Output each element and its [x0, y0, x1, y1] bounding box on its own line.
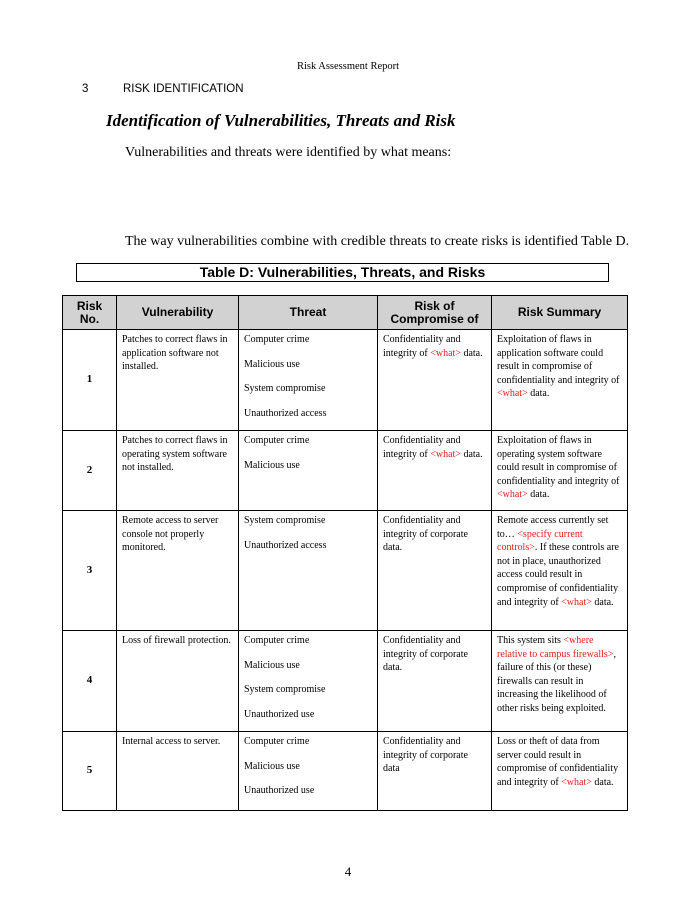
placeholder-what: <what> [497, 489, 528, 501]
vulnerability-cell: Patches to correct flaws in operating system software not installed. [117, 431, 239, 511]
section-number: 3 [82, 83, 89, 95]
placeholder-what: <what> [561, 596, 592, 608]
table-row [63, 631, 628, 732]
risk-number: 1 [63, 330, 117, 431]
table-header-row [63, 296, 628, 330]
vulnerability-cell: Patches to correct flaws in application software not installed. [117, 330, 239, 431]
placeholder-firewall-location: <where relative to campus firewalls> [497, 635, 614, 660]
compromise-text-end: data. [460, 347, 483, 359]
threat-cell [239, 330, 378, 431]
threat-item: Unauthorized access [244, 407, 327, 419]
summary-text: Loss or theft of data from server could result in compromise of confidentiality and integrity of [497, 736, 619, 788]
threat-cell [239, 431, 378, 511]
placeholder-what: <what> [430, 448, 461, 460]
summary-cell [492, 431, 628, 511]
placeholder-what: <what> [561, 776, 592, 788]
threat-item: System compromise [244, 383, 326, 395]
running-header: Risk Assessment Report [296, 61, 400, 72]
compromise-cell [378, 330, 492, 431]
paragraph-combine: The way vulnerabilities combine with credible threats to create risks is identified Table D. [125, 234, 630, 249]
table-caption: Table D: Vulnerabilities, Threats, and Risks [76, 263, 609, 282]
header-compromise-line1: Risk of [414, 298, 455, 313]
threat-item: Unauthorized use [244, 785, 315, 797]
threat-item: Malicious use [244, 459, 300, 471]
risk-number: 4 [63, 631, 117, 732]
summary-text-middle: . If these controls are not in place, unauthorized access could result in compromise of confidentiality and integrity of [497, 542, 619, 608]
risk-table [62, 295, 628, 811]
threat-item: System compromise [244, 515, 326, 526]
summary-text-end: , failure of this (or these) firewalls can result in increasing the likelihood of other risks being exploited. [497, 648, 616, 714]
risk-number: 3 [63, 511, 117, 631]
paragraph-means: Vulnerabilities and threats were identified by what means: [125, 145, 452, 160]
header-compromise [378, 296, 492, 330]
header-risk-no-line2: No. [79, 311, 100, 326]
table-row [63, 511, 628, 631]
page-number: 4 [344, 864, 352, 879]
threat-item: Computer crime [244, 435, 310, 446]
summary-text-end: data. [591, 596, 614, 608]
compromise-cell: Confidentiality and integrity of corporate data. [378, 631, 492, 732]
placeholder-what: <what> [497, 388, 528, 400]
header-risk-no-line1: Risk [76, 298, 103, 313]
threat-item: Unauthorized access [244, 539, 327, 551]
risk-number: 5 [63, 732, 117, 811]
header-risk-summary: Risk Summary [492, 296, 628, 330]
threat-item: System compromise [244, 684, 326, 696]
vulnerability-cell: Loss of firewall protection. [117, 631, 239, 732]
summary-text: Exploitation of flaws in operating system software could result in compromise of confidentiality and integrity of [497, 435, 620, 487]
compromise-text: Confidentiality and integrity of [383, 435, 461, 460]
summary-cell [492, 511, 628, 631]
compromise-text-end: data. [460, 448, 483, 460]
summary-text-end: data. [591, 776, 614, 788]
summary-text-end: data. [527, 388, 550, 400]
compromise-cell: Confidentiality and integrity of corporate data. [378, 511, 492, 631]
header-vulnerability: Vulnerability [117, 296, 239, 330]
threat-cell [239, 631, 378, 732]
threat-item: Computer crime [244, 334, 310, 345]
vulnerability-cell: Internal access to server. [117, 732, 239, 811]
header-threat: Threat [239, 296, 378, 330]
placeholder-current-controls: <specify current controls> [497, 528, 583, 554]
summary-cell [492, 330, 628, 431]
placeholder-what: <what> [430, 347, 461, 359]
subheading: Identification of Vulnerabilities, Threats and Risk [106, 111, 456, 130]
table-row [63, 732, 628, 811]
threat-item: Malicious use [244, 659, 300, 671]
section-title: RISK IDENTIFICATION [123, 83, 244, 95]
threat-cell [239, 732, 378, 811]
table-row [63, 330, 628, 431]
table-row [63, 431, 628, 511]
header-risk-no [63, 296, 117, 330]
compromise-cell: Confidentiality and integrity of corporate data [378, 732, 492, 811]
summary-text: This system sits [497, 635, 564, 646]
compromise-text: Confidentiality and integrity of [383, 334, 461, 359]
compromise-cell [378, 431, 492, 511]
threat-item: Malicious use [244, 358, 300, 370]
threat-item: Unauthorized use [244, 708, 315, 720]
threat-cell [239, 511, 378, 631]
threat-item: Malicious use [244, 760, 300, 772]
summary-text: Remote access currently set to… [497, 515, 609, 540]
summary-text-end: data. [527, 489, 550, 501]
threat-item: Computer crime [244, 736, 310, 747]
header-compromise-line2: Compromise of [390, 311, 479, 326]
summary-text: Exploitation of flaws in application software could result in compromise of confidentiality and integrity of [497, 334, 620, 386]
risk-number: 2 [63, 431, 117, 511]
vulnerability-cell: Remote access to server console not properly monitored. [117, 511, 239, 631]
summary-cell [492, 732, 628, 811]
threat-item: Computer crime [244, 635, 310, 646]
summary-cell [492, 631, 628, 732]
